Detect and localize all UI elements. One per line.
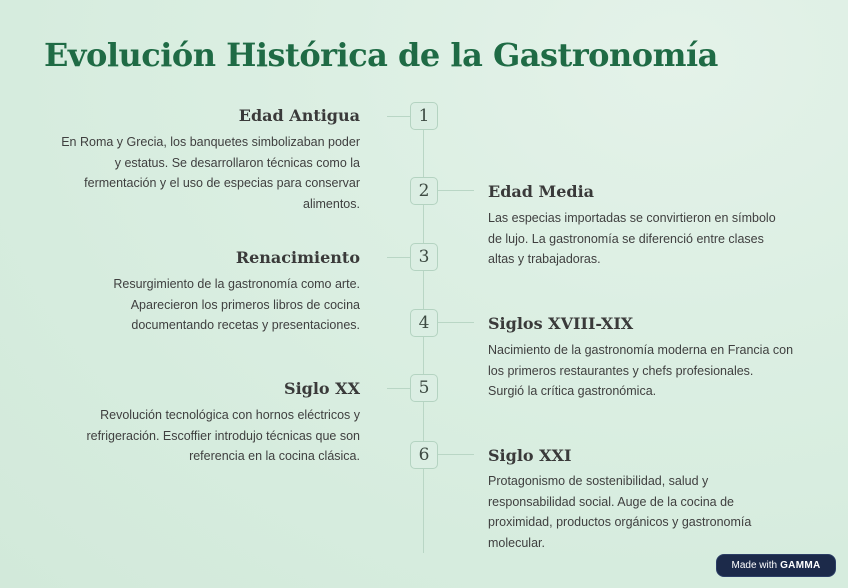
step-heading-siglos-xviii-xix: Siglos XVIII-XIX [488, 314, 634, 333]
timeline-node-2: 2 [410, 177, 438, 205]
timeline-connector [438, 190, 474, 191]
step-heading-siglo-xx: Siglo XX [284, 379, 360, 398]
step-text-siglo-xx: Revolución tecnológica con hornos eléctricos y refrigeración. Escoffier introdujo técnicas que son referencia en la cocina clásica. [86, 408, 360, 463]
gamma-logo: GAMMA [780, 560, 821, 571]
timeline-node-3: 3 [410, 243, 438, 271]
step-text-renacimiento: Resurgimiento de la gastronomía como arte. Aparecieron los primeros libros de cocina documentando recetas y presentaciones. [113, 277, 360, 332]
timeline-connector [438, 454, 474, 455]
step-text-siglo-xxi: Protagonismo de sostenibilidad, salud y responsabilidad social. Auge de la cocina de proximidad, productos orgánicos y gastronomía molecular. [488, 474, 752, 550]
badge-prefix: Made with [731, 560, 778, 571]
timeline-connector [438, 322, 474, 323]
page-title: Evolución Histórica de la Gastronomía [44, 36, 718, 74]
step-heading-siglo-xxi: Siglo XXI [488, 446, 572, 465]
timeline-node-1: 1 [410, 102, 438, 130]
step-text-edad-media: Las especias importadas se convirtieron en símbolo de lujo. La gastronomía se diferenció entre clases altas y trabajadoras. [488, 211, 776, 266]
step-heading-edad-antigua: Edad Antigua [238, 106, 360, 125]
timeline-node-5: 5 [410, 374, 438, 402]
step-text-siglos-xviii-xix: Nacimiento de la gastronomía moderna en Francia con los primeros restaurantes y chefs profesionales. Surgió la crítica gastronómica. [488, 343, 794, 398]
timeline-node-6: 6 [410, 441, 438, 469]
made-with-gamma-badge[interactable] [716, 554, 836, 577]
step-heading-renacimiento: Renacimiento [235, 248, 360, 267]
timeline-node-4: 4 [410, 309, 438, 337]
step-heading-edad-media: Edad Media [488, 182, 595, 201]
step-text-edad-antigua: En Roma y Grecia, los banquetes simbolizaban poder y estatus. Se desarrollaron técnicas como la fermentación y el uso de especias para conservar alimentos. [61, 135, 360, 211]
